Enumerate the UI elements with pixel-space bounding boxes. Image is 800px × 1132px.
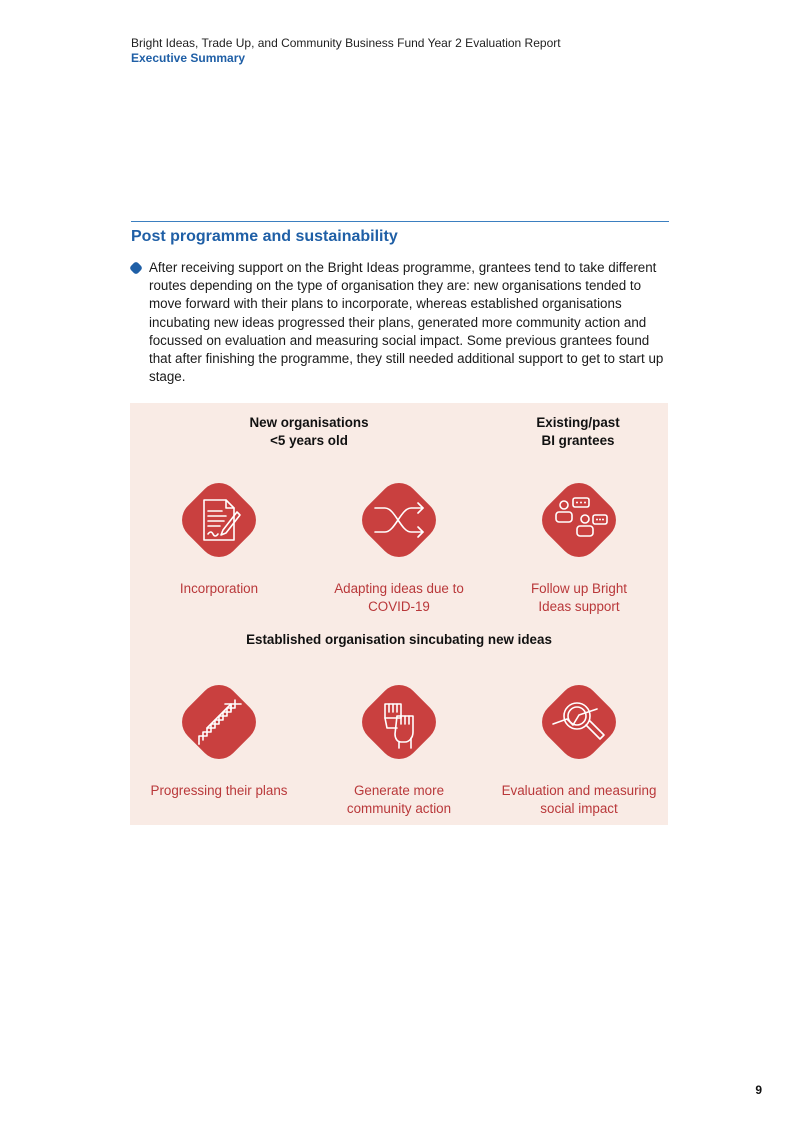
people-chat-icon (537, 478, 621, 562)
section-heading: Post programme and sustainability (131, 228, 398, 245)
caption-progressing-plans (134, 782, 304, 800)
section-label: Executive Summary (131, 51, 246, 65)
raised-fists-icon (357, 680, 441, 764)
new-orgs-heading (229, 414, 389, 450)
running-header (131, 36, 561, 66)
caption-line: Incorporation (179, 581, 259, 596)
document-pen-icon (177, 478, 261, 562)
caption-adapting-ideas (314, 580, 484, 616)
caption-incorporation (134, 580, 304, 598)
magnifier-chart-icon (537, 680, 621, 764)
routes-infographic (130, 403, 668, 825)
page-number: 9 (755, 1083, 762, 1097)
existing-heading-line1: Existing/past (536, 415, 620, 430)
caption-evaluation (494, 782, 664, 818)
bullet-marker-icon (129, 261, 143, 275)
bullet-text: After receiving support on the Bright Ideas programme, grantees tend to take different routes depending on the type of organisation they are: new organisations tended to move forward with their plans to incorporate, whereas established organisations incubating new ideas progressed their plans, generated more community action and focussed on evaluation and measuring social impact. Some previous grantees found that after finishing the programme, they still needed additional support to get to start up stage. (149, 260, 664, 385)
shuffle-arrows-icon (357, 478, 441, 562)
stairs-arrow-icon (177, 680, 261, 764)
existing-heading-line2: BI grantees (541, 433, 615, 448)
existing-grantees-heading (498, 414, 658, 450)
caption-line: Progressing their plans (150, 783, 288, 798)
caption-line: COVID-19 (368, 599, 430, 614)
caption-community-action (314, 782, 484, 818)
established-orgs-heading: Established organisation sincubating new ideas (246, 632, 552, 647)
bullet-point (131, 259, 671, 386)
caption-line: Follow up Bright (530, 581, 627, 596)
caption-line: social impact (540, 801, 618, 816)
new-orgs-heading-line2: <5 years old (270, 433, 348, 448)
caption-line: community action (346, 801, 452, 816)
section-divider (131, 221, 669, 222)
caption-follow-up (494, 580, 664, 616)
caption-line: Generate more (353, 783, 445, 798)
caption-line: Evaluation and measuring (501, 783, 657, 798)
new-orgs-heading-line1: New organisations (249, 415, 369, 430)
document-title: Bright Ideas, Trade Up, and Community Business Fund Year 2 Evaluation Report (131, 36, 561, 50)
caption-line: Adapting ideas due to (334, 581, 464, 596)
caption-line: Ideas support (538, 599, 620, 614)
